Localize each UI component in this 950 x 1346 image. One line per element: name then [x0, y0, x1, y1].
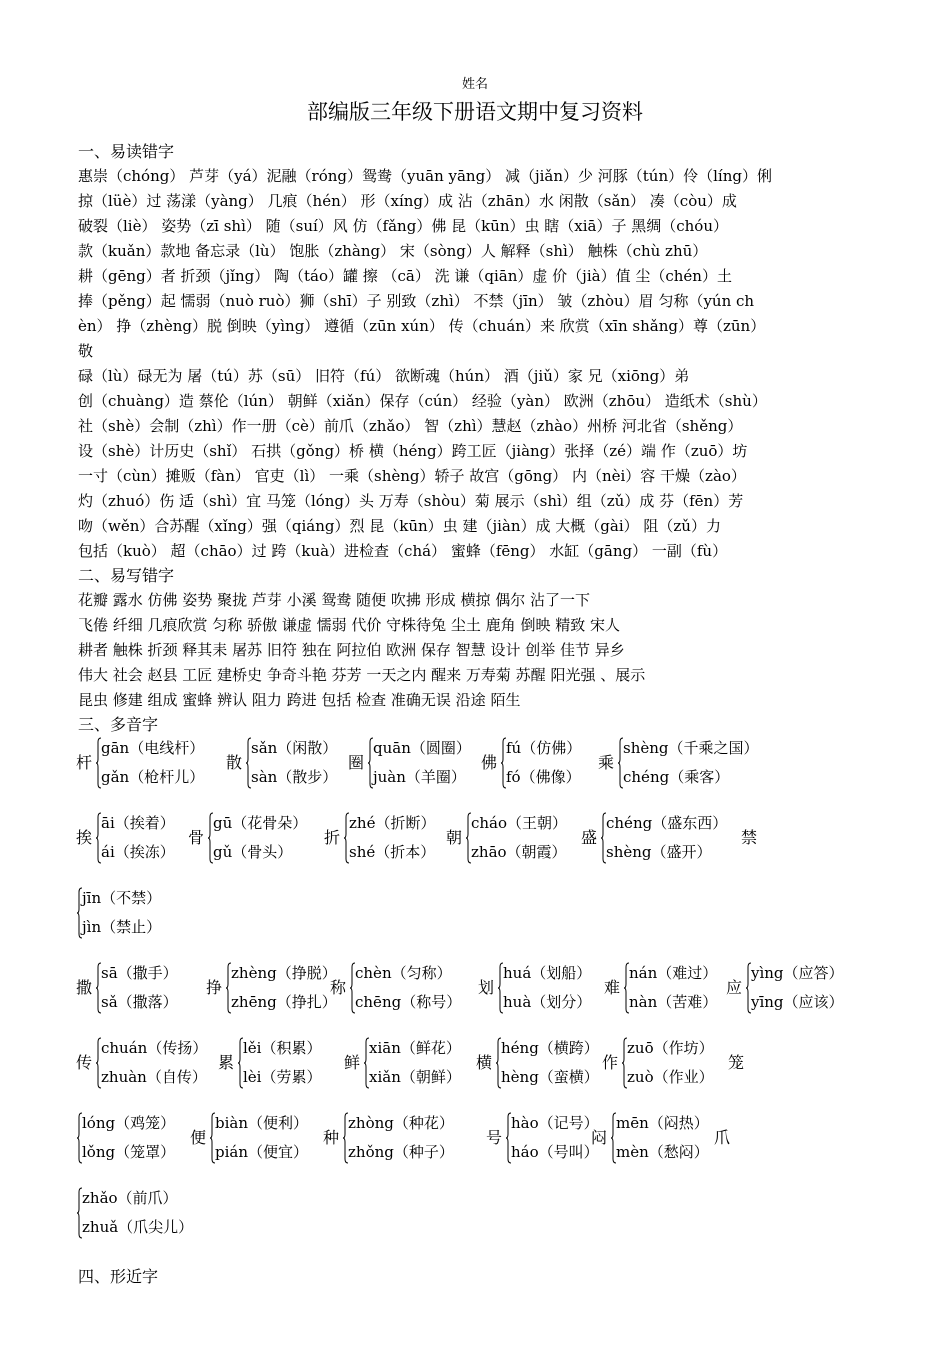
polyphone-reading: gān（电线杆） [101, 739, 205, 757]
polyphone-reading: zhǎo（前爪） [82, 1189, 178, 1207]
text-line: 耕者 触株 折颈 释其耒 屠苏 旧符 独在 阿拉伯 欧洲 保存 智慧 设计 创举 佳节 异乡 [78, 641, 625, 659]
document-title: 部编版三年级下册语文期中复习资料 [307, 100, 643, 124]
polyphone-reading: zhēng（挣扎） [231, 993, 337, 1011]
text-line: 掠（lüè）过 荡漾（yàng） 几痕（hén） 形（xíng）成 沾（zhān）水 闲散（sǎn） 凑（còu）成 [78, 192, 737, 210]
polyphone-character: 禁 [741, 828, 758, 847]
polyphone-reading: lěi（积累） [243, 1039, 322, 1057]
polyphone-character: 折 [324, 828, 341, 847]
polyphone-reading: chēng（称号） [355, 993, 462, 1011]
polyphone-character: 传 [76, 1053, 93, 1072]
polyphone-character: 横 [476, 1053, 493, 1072]
polyphone-reading: lóng（鸡笼） [82, 1114, 176, 1132]
polyphone-reading: huà（划分） [503, 993, 592, 1011]
polyphone-character: 圈 [348, 753, 365, 772]
polyphone-row [76, 883, 876, 943]
polyphone-reading: zuò（作业） [627, 1068, 714, 1086]
text-line: 碌（lù）碌无为 屠（tú）苏（sū） 旧符（fú） 欲断魂（hún） 酒（jiǔ）家 兄（xiōng）弟 [78, 367, 690, 385]
polyphone-character: 撒 [76, 978, 93, 997]
polyphone-character: 作 [602, 1053, 619, 1072]
section-easy-misread [78, 139, 878, 564]
polyphone-reading: gǔ（骨头） [213, 843, 293, 861]
polyphone-reading: biàn（便利） [215, 1114, 309, 1132]
section-similar-chars [78, 1264, 878, 1289]
polyphone-reading: chuán（传扬） [101, 1039, 208, 1057]
text-line: 花瓣 露水 仿佛 姿势 聚拢 芦芽 小溪 鸳鸯 随便 吹拂 形成 横掠 偶尔 沾了一下 [78, 591, 590, 609]
polyphone-row [76, 808, 876, 868]
polyphone-character: 乘 [598, 753, 615, 772]
polyphone-reading: lèi（劳累） [243, 1068, 322, 1086]
polyphone-character: 挨 [76, 828, 93, 847]
polyphone-reading: zhuàn（自传） [101, 1068, 207, 1086]
text-line: èn） 挣（zhèng）脱 倒映（yìng） 遵循（zūn xún） 传（chuán）来 欣赏（xīn shǎng）尊（zūn） [78, 317, 766, 335]
polyphone-reading: xiǎn（朝鲜） [369, 1068, 461, 1086]
polyphone-reading: jìn（禁止） [82, 918, 162, 936]
polyphone-reading: yīng（应该） [751, 993, 844, 1011]
polyphone-reading: quān（圆圈） [373, 739, 471, 757]
polyphone-character: 盛 [581, 828, 598, 847]
polyphone-character: 骨 [188, 828, 205, 847]
polyphone-character: 佛 [481, 753, 498, 772]
polyphone-row [76, 1108, 876, 1168]
polyphone-reading: fó（佛像） [506, 768, 581, 786]
polyphone-reading: gǎn（枪杆儿） [101, 768, 205, 786]
polyphone-reading: zuō（作坊） [627, 1039, 714, 1057]
polyphone-character: 笼 [728, 1053, 745, 1072]
polyphone-character: 爪 [714, 1128, 731, 1147]
text-line: 创（chuàng）造 蔡伦（lún） 朝鲜（xiǎn）保存（cún） 经验（yàn） 欧洲（zhōu） 造纸术（shù） [78, 392, 767, 410]
polyphone-row [76, 1033, 876, 1093]
polyphone-reading: hào（记号） [511, 1114, 599, 1132]
text-line: 昆虫 修建 组成 蜜蜂 辨认 阻力 跨进 包括 检查 准确无误 沿途 陌生 [78, 691, 521, 709]
polyphone-row [76, 1183, 876, 1243]
polyphone-reading: mèn（愁闷） [616, 1143, 709, 1161]
text-line: 伟大 社会 赵县 工匠 建桥史 争奇斗艳 芬芳 一天之内 醒来 万寿菊 苏醒 阳光强 、展示 [78, 666, 646, 684]
polyphone-reading: zhǒng（种子） [348, 1143, 454, 1161]
polyphone-character: 累 [218, 1053, 235, 1072]
text-block [78, 588, 878, 713]
polyphone-reading: nàn（苦难） [629, 993, 718, 1011]
text-line: 捧（pěng）起 懦弱（nuò ruò）狮（shī）子 别致（zhì） 不禁（jīn） 皱（zhòu）眉 匀称（yún ch [78, 292, 755, 310]
polyphone-character: 便 [190, 1128, 207, 1147]
text-line: 社（shè）会制（zhì）作一册（cè）前爪（zhǎo） 智（zhì）慧赵（zhào）州桥 河北省（shěng） [78, 417, 743, 435]
polyphone-reading: shé（折本） [349, 843, 436, 861]
polyphone-character: 朝 [446, 828, 463, 847]
polyphone-character: 应 [726, 978, 743, 997]
section-heading: 四、形近字 [78, 1267, 159, 1286]
polyphone-reading: juàn（羊圈） [373, 768, 466, 786]
text-line: 敬 [78, 342, 94, 360]
text-line: 耕（gēng）者 折颈（jǐng） 陶（táo）罐 擦 （cā） 洗 谦（qiān）虚 价（jià）值 尘（chén）土 [78, 267, 732, 285]
polyphone-character: 鲜 [344, 1053, 361, 1072]
polyphone-reading: shèng（盛开） [606, 843, 712, 861]
text-line: 破裂（liè） 姿势（zī shì） 随（suí）风 仿（fǎng）佛 昆（kūn）虫 瞎（xiā）子 黑绸（chóu） [78, 217, 728, 235]
polyphone-reading: sàn（散步） [251, 768, 338, 786]
polyphone-reading: yìng（应答） [751, 964, 844, 982]
polyphone-character: 挣 [206, 978, 223, 997]
polyphone-reading: pián（便宜） [215, 1143, 309, 1161]
polyphone-reading: sǎ（撒落） [101, 993, 178, 1011]
polyphone-reading: chéng（盛东西） [606, 814, 728, 832]
polyphone-reading: chéng（乘客） [623, 768, 730, 786]
polyphone-reading: háo（号叫） [511, 1143, 599, 1161]
polyphone-row [76, 733, 876, 793]
text-line: 吻（wěn）合苏醒（xǐng）强（qiáng）烈 昆（kūn）虫 建（jiàn）成 大概（gài） 阻（zǔ）力 [78, 517, 721, 535]
polyphone-character: 散 [226, 753, 243, 772]
polyphone-reading: zhèng（挣脱） [231, 964, 337, 982]
polyphone-reading: sǎn（闲散） [251, 739, 338, 757]
polyphone-reading: shèng（千乘之国） [623, 739, 759, 757]
section-easy-miswrite [78, 563, 878, 713]
text-line: 惠崇（chóng） 芦芽（yá）泥融（róng）鸳鸯（yuān yāng） 减（jiǎn）少 河豚（tún）伶（líng）俐 [78, 167, 772, 185]
polyphone-character: 种 [323, 1128, 340, 1147]
polyphone-character: 杆 [76, 753, 93, 772]
polyphone-reading: zhāo（朝霞） [471, 843, 567, 861]
polyphone-reading: zhòng（种花） [348, 1114, 454, 1132]
polyphone-reading: ái（挨冻） [101, 843, 175, 861]
polyphone-reading: zhé（折断） [349, 814, 436, 832]
text-line: 款（kuǎn）款地 备忘录（lù） 饱胀（zhàng） 宋（sòng）人 解释（shì） 触株（chù zhū） [78, 242, 708, 260]
polyphone-reading: cháo（王朝） [471, 814, 568, 832]
polyphone-row [76, 958, 876, 1018]
polyphone-reading: héng（横跨） [501, 1039, 599, 1057]
polyphone-reading: gū（花骨朵） [213, 814, 308, 832]
section-heading: 三、多音字 [78, 715, 159, 734]
text-line: 包括（kuò） 超（chāo）过 跨（kuà）进检查（chá） 蜜蜂（fēng） 水缸（gāng） 一副（fù） [78, 542, 728, 560]
text-line: 灼（zhuó）伤 适（shì）宜 马笼（lóng）头 万寿（shòu）菊 展示（shì）组（zǔ）成 芬（fēn）芳 [78, 492, 744, 510]
polyphone-character: 号 [486, 1128, 503, 1147]
polyphone-reading: huá（划船） [503, 964, 592, 982]
text-line: 一寸（cùn）摊贩（fàn） 官吏（lì） 一乘（shèng）轿子 故宫（gōng） 内（nèi）容 干燥（zào） [78, 467, 746, 485]
polyphone-reading: hèng（蛮横） [501, 1068, 599, 1086]
polyphone-character: 称 [330, 978, 347, 997]
polyphone-reading: lǒng（笼罩） [82, 1143, 176, 1161]
section-heading: 二、易写错字 [78, 566, 175, 585]
section-heading: 一、易读错字 [78, 142, 175, 161]
polyphone-character: 闷 [591, 1128, 608, 1147]
polyphone-reading: zhuǎ（爪尖儿） [82, 1218, 194, 1236]
polyphone-reading: mēn（闷热） [616, 1114, 709, 1132]
polyphone-character: 划 [478, 978, 495, 997]
polyphone-character: 难 [604, 978, 621, 997]
polyphone-reading: nán（难过） [629, 964, 718, 982]
polyphone-reading: sā（撒手） [101, 964, 178, 982]
polyphone-reading: jīn（不禁） [82, 889, 162, 907]
polyphone-reading: āi（挨着） [101, 814, 175, 832]
polyphone-reading: fú（仿佛） [506, 739, 582, 757]
text-block [78, 164, 878, 564]
name-label: 姓名 [461, 77, 488, 92]
polyphone-reading: xiān（鲜花） [369, 1039, 461, 1057]
text-line: 设（shè）计历史（shǐ） 石拱（gǒng）桥 横（héng）跨工匠（jiàng）张择（zé）端 作（zuō）坊 [78, 442, 748, 460]
polyphone-reading: chèn（匀称） [355, 964, 452, 982]
text-line: 飞倦 纤细 几痕欣赏 匀称 骄傲 谦虚 懦弱 代价 守株待兔 尘土 鹿角 倒映 精致 宋人 [78, 616, 620, 634]
